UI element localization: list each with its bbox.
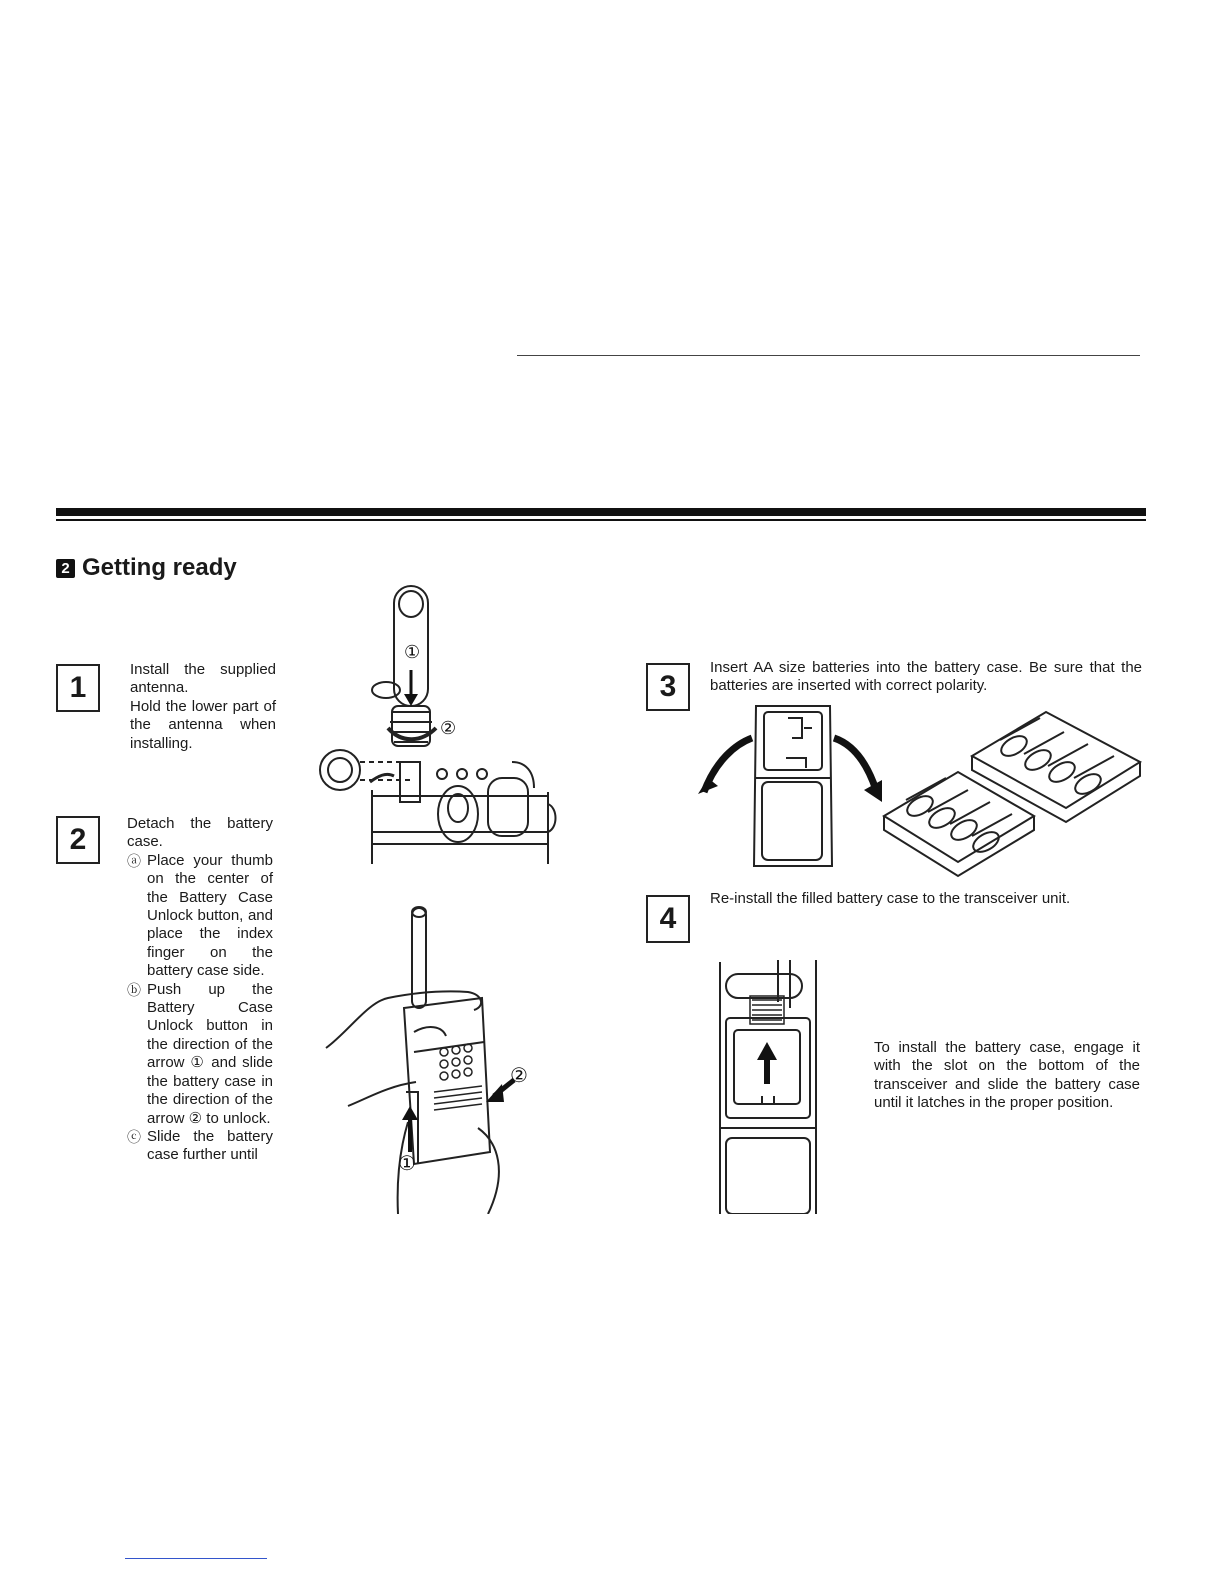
bottom-rule <box>125 1558 267 1559</box>
section-title-text: Getting ready <box>82 554 237 581</box>
step-2-text <box>127 815 273 1165</box>
section-rule-thick <box>56 508 1146 516</box>
step-3-text: Insert AA size batteries into the battery case. Be sure that the batteries are inserted with correct polarity. <box>710 659 1142 695</box>
substep-b-text: Push up the Battery Case Unlock button in the direction of the arrow ① and slide the battery case in the direction of the arrow ② to unlock. <box>147 980 273 1127</box>
battery-insert-figure <box>696 698 1146 888</box>
section-title <box>56 554 237 582</box>
step-1-line-2: Hold the lower part of the antenna when installing. <box>130 697 276 752</box>
hand-callout-2: ② <box>510 1063 528 1087</box>
header-rule <box>517 355 1140 356</box>
step-1-text <box>130 661 276 753</box>
step-2-substep-b <box>127 981 273 1128</box>
step-4-note: To install the battery case, engage it with the slot on the bottom of the transceiver and slide the battery case until it latches in the proper position. <box>874 1039 1140 1112</box>
step-2-intro: Detach the battery case. <box>127 815 273 851</box>
section-rule-thin <box>56 519 1146 521</box>
hand-callout-1: ① <box>398 1151 416 1175</box>
substep-a-mark: ⓐ <box>127 852 141 869</box>
step-2-substep-c <box>127 1128 273 1165</box>
section-number-badge: 2 <box>56 559 75 578</box>
antenna-callout-1: ① <box>404 642 421 663</box>
antenna-install-figure <box>312 582 562 864</box>
substep-c-mark: ⓒ <box>127 1128 141 1145</box>
step-2-substep-a <box>127 852 273 981</box>
step-1-line-1: Install the supplied antenna. <box>130 661 276 697</box>
antenna-callout-2: ② <box>440 718 457 739</box>
step-1-number: 1 <box>56 664 100 712</box>
substep-b-mark: ⓑ <box>127 981 141 998</box>
step-4-text: Re-install the filled battery case to the transceiver unit. <box>710 890 1071 907</box>
substep-c-text: Slide the battery case further until <box>147 1127 273 1164</box>
step-4-number: 4 <box>646 895 690 943</box>
battery-detach-figure <box>318 902 538 1214</box>
substep-a-text: Place your thumb on the center of the Battery Case Unlock button, and place the index finger on the battery case side. <box>147 851 273 980</box>
battery-reinstall-figure <box>712 956 832 1214</box>
step-2-number: 2 <box>56 816 100 864</box>
step-3-number: 3 <box>646 663 690 711</box>
